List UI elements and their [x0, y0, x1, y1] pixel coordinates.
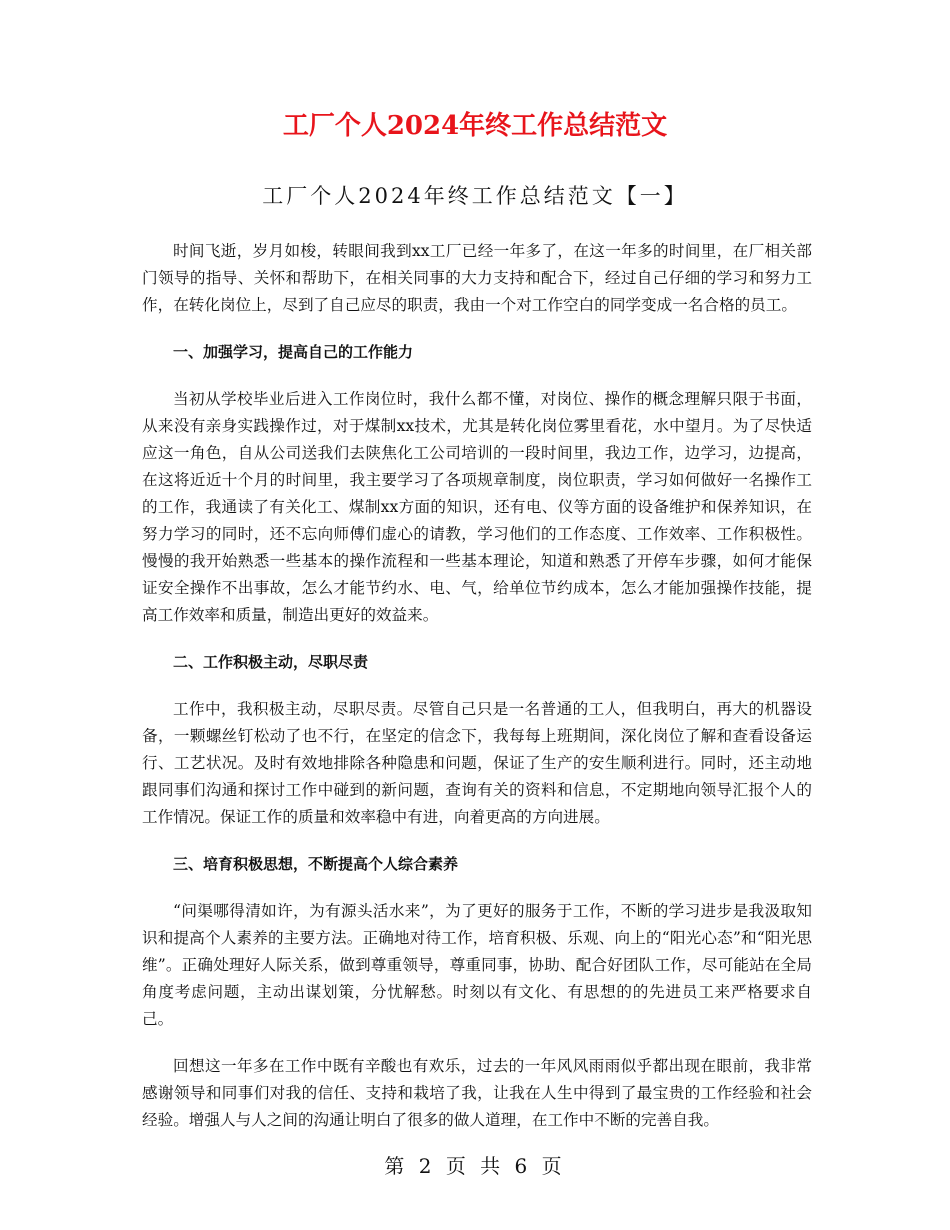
- page-number-footer: 第 2 页 共 6 页: [384, 1154, 566, 1178]
- section-heading-3: 三、培育积极思想，不断提高个人综合素养: [173, 855, 459, 873]
- paragraph-4: 回想这一年多在工作中既有辛酸也有欢乐，过去的一年风风雨雨似乎都出现在眼前，我非常感谢领导和同事们对我的信任、支持和栽培了我，让我在人生中得到了最宝贵的工作经验和社会经验。增强人与人之间的沟通让明白了很多的做人道理，在工作中不断的完善自我。: [142, 1057, 812, 1129]
- paragraph-3: “问渠哪得清如许，为有源头活水来”，为了更好的服务于工作，不断的学习进步是我汲取知识和提高个人素养的主要方法。正确地对待工作，培育积极、乐观、向上的“阳光心态”和“阳光思维”。正确处理好人际关系，做到尊重领导，尊重同事，协助、配合好团队工作，尽可能站在全局角度考虑问题，主动出谋划策，分忧解愁。时刻以有文化、有思想的的先进员工来严格要求自己。: [142, 902, 812, 1028]
- intro-paragraph: 时间飞逝，岁月如梭，转眼间我到xx工厂已经一年多了，在这一年多的时间里，在厂相关部门领导的指导、关怀和帮助下，在相关同事的大力支持和配合下，经过自己仔细的学习和努力工作，在转化岗位上，尽到了自己应尽的职责，我由一个对工作空白的同学变成一名合格的员工。: [142, 242, 812, 314]
- paragraph-2: 工作中，我积极主动，尽职尽责。尽管自己只是一名普通的工人，但我明白，再大的机器设备，一颗螺丝钉松动了也不行，在坚定的信念下，我每每上班期间，深化岗位了解和查看设备运行、工艺状况。及时有效地排除各种隐患和问题，保证了生产的安生顺利进行。同时，还主动地跟同事们沟通和探讨工作中碰到的新问题，查询有关的资料和信息，不定期地向领导汇报个人的工作情况。保证工作的质量和效率稳中有进，向着更高的方向进展。: [142, 700, 812, 826]
- paragraph-1: 当初从学校毕业后进入工作岗位时，我什么都不懂，对岗位、操作的概念理解只限于书面，从来没有亲身实践操作过，对于煤制xx技术，尤其是转化岗位雾里看花，水中望月。为了尽快适应这一角色，自从公司送我们去陕焦化工公司培训的一段时间里，我边工作，边学习，边提高，在这将近近十个月的时间里，我主要学习了各项规章制度，岗位职责，学习如何做好一名操作工的工作，我通读了有关化工、煤制xx方面的知识，还有电、仪等方面的设备维护和保养知识，在努力学习的同时，还不忘向师傅们虚心的请教，学习他们的工作态度、工作效率、工作积极性。慢慢的我开始熟悉一些基本的操作流程和一些基本理论，知道和熟悉了开停车步骤，如何才能保证安全操作不出事故，怎么才能节约水、电、气，给单位节约成本，怎么才能加强操作技能，提高工作效率和质量，制造出更好的效益来。: [142, 390, 812, 624]
- document-body: [142, 238, 812, 1154]
- section-subtitle: 工厂个人2024年终工作总结范文【一】: [262, 184, 688, 208]
- document-title: 工厂个人2024年终工作总结范文: [282, 111, 668, 141]
- section-heading-1: 一、加强学习，提高自己的工作能力: [173, 343, 414, 361]
- section-heading-2: 二、工作积极主动，尽职尽责: [173, 653, 369, 671]
